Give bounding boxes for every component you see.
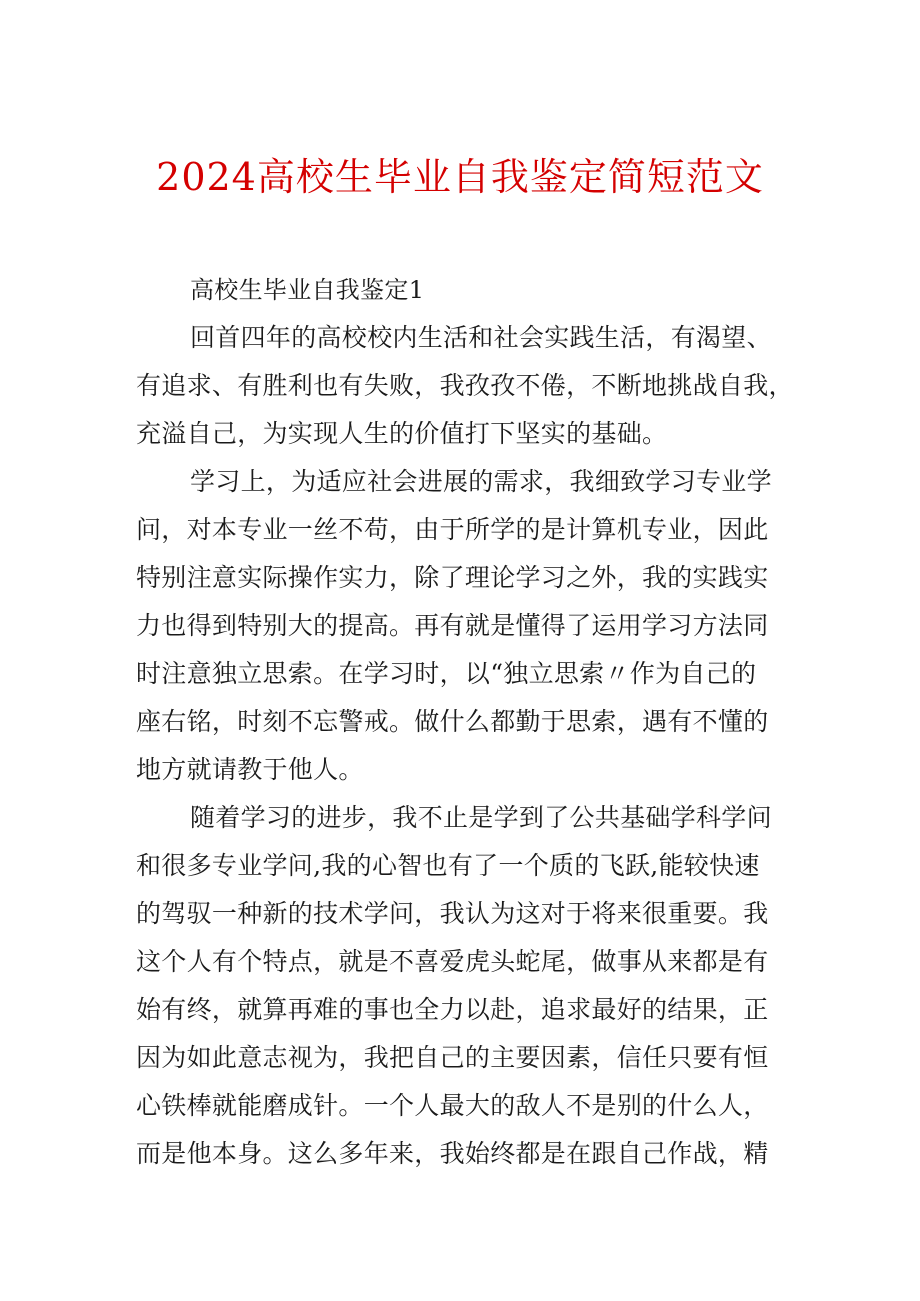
paragraph-line: 力也得到特别大的提高。再有就是懂得了运用学习方法同 (136, 611, 769, 640)
paragraph-line: 因为如此意志视为，我把自己的主要因素，信任只要有恒 (136, 1043, 769, 1072)
paragraph-line: 而是他本身。这么多年来，我始终都是在跟自己作战，精 (136, 1139, 769, 1168)
paragraph-line: 特别注意实际操作实力，除了理论学习之外，我的实践实 (136, 563, 769, 592)
paragraph-line: 学习上，为适应社会进展的需求，我细致学习专业学 (190, 467, 772, 496)
paragraph-line: 随着学习的进步，我不止是学到了公共基础学科学问 (190, 803, 772, 832)
paragraph-line: 这个人有个特点，就是不喜爱虎头蛇尾，做事从来都是有 (136, 947, 769, 976)
paragraph-line: 始有终，就算再难的事也全力以赴，追求最好的结果，正 (136, 995, 769, 1024)
paragraph-line: 时注意独立思索。在学习时，以“独立思索〃作为自己的 (136, 659, 757, 688)
paragraph-line: 问，对本专业一丝不苟，由于所学的是计算机专业，因此 (136, 515, 769, 544)
paragraph-line: 座右铭，时刻不忘警戒。做什么都勤于思索，遇有不懂的 (136, 707, 769, 736)
paragraph-line: 和很多专业学问,我的心智也有了一个质的飞跃,能较快速 (136, 851, 760, 880)
section-heading: 高校生毕业自我鉴定1 (190, 276, 425, 304)
paragraph-line: 地方就请教于他人。 (136, 755, 364, 784)
document-title: 2024高校生毕业自我鉴定简短范文 (156, 155, 764, 199)
document-body (136, 266, 816, 1178)
paragraph-line: 充溢自己，为实现人生的价值打下坚实的基础。 (136, 419, 668, 448)
paragraph-line: 的驾驭一种新的技术学问，我认为这对于将来很重要。我 (136, 899, 769, 928)
paragraph-line: 心铁棒就能磨成针。一个人最大的敌人不是别的什么人， (136, 1091, 769, 1120)
paragraph-line: 有追求、有胜利也有失败，我孜孜不倦，不断地挑战自我， (136, 371, 794, 400)
paragraph-line: 回首四年的高校校内生活和社会实践生活，有渴望、 (190, 323, 772, 352)
